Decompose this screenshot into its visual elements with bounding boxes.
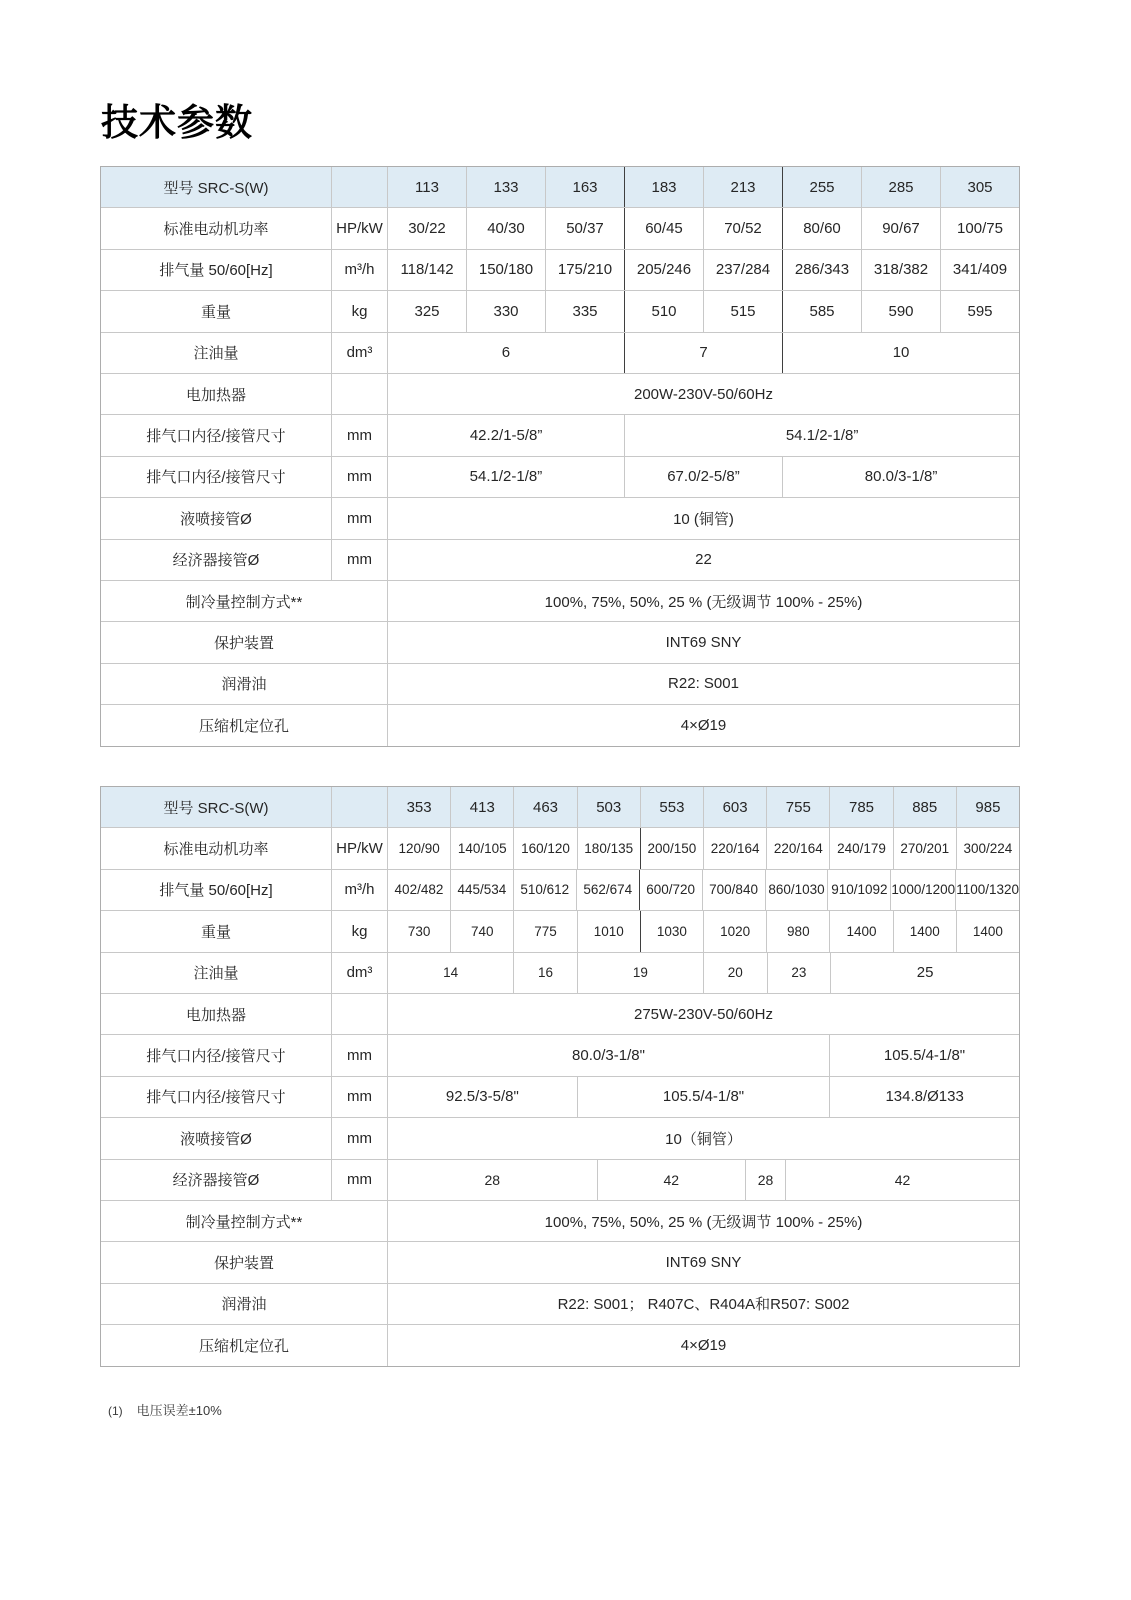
value-cell: 775 bbox=[514, 911, 577, 951]
row-label: 排气口内径/接管尺寸 bbox=[101, 415, 332, 455]
row-label: 经济器接管Ø bbox=[101, 540, 332, 580]
value-cell: 92.5/3-5/8" bbox=[388, 1077, 578, 1117]
model-header: 183 bbox=[625, 167, 704, 207]
value-cell: 1030 bbox=[641, 911, 704, 951]
value-cell: 50/37 bbox=[546, 208, 625, 248]
table-row bbox=[101, 664, 1019, 705]
row-label: 电加热器 bbox=[101, 994, 332, 1034]
row-unit: mm bbox=[332, 457, 388, 497]
value-cell: R22: S001； R407C、R404A和R507: S002 bbox=[557, 1296, 850, 1314]
table-row bbox=[101, 1118, 1019, 1159]
header-row bbox=[101, 787, 1019, 828]
row-unit: mm bbox=[332, 498, 388, 538]
row-label: 标准电动机功率 bbox=[101, 208, 332, 248]
table-row bbox=[101, 828, 1019, 869]
value-cell: 335 bbox=[546, 291, 625, 331]
value-cell: 237/284 bbox=[704, 250, 783, 290]
value-cell: 60/45 bbox=[625, 208, 704, 248]
row-label: 压缩机定位孔 bbox=[101, 705, 388, 746]
row-unit: m³/h bbox=[332, 870, 388, 910]
value-cell: 6 bbox=[388, 333, 625, 373]
value-cell: INT69 SNY bbox=[665, 1253, 742, 1271]
value-cell: 10 (铜管) bbox=[673, 510, 734, 528]
model-header: 603 bbox=[704, 787, 767, 827]
value-cell: 270/201 bbox=[894, 828, 957, 868]
value-cell: 330 bbox=[467, 291, 546, 331]
row-label: 润滑油 bbox=[101, 664, 388, 704]
model-header: 463 bbox=[514, 787, 577, 827]
footnote-marker: (1) bbox=[108, 1404, 123, 1418]
table-row bbox=[101, 953, 1019, 994]
value-cell: 42.2/1-5/8” bbox=[388, 415, 625, 455]
table-row bbox=[101, 1077, 1019, 1118]
header-unit-cell bbox=[332, 167, 388, 207]
row-label: 排气口内径/接管尺寸 bbox=[101, 457, 332, 497]
value-cell: 1010 bbox=[578, 911, 641, 951]
value-cell: 1400 bbox=[972, 923, 1003, 939]
footnote-text: 电压误差±10% bbox=[136, 1403, 222, 1418]
model-header: 413 bbox=[451, 787, 514, 827]
row-unit: mm bbox=[332, 540, 388, 580]
table-row bbox=[101, 498, 1019, 539]
value-cell: 42 bbox=[598, 1160, 747, 1200]
value-cell: 25 bbox=[916, 964, 934, 982]
row-label: 保护装置 bbox=[101, 1242, 388, 1282]
value-cell: R22: S001 bbox=[668, 675, 739, 693]
value-cell: 220/164 bbox=[767, 828, 830, 868]
table-row bbox=[101, 870, 1019, 911]
table-row bbox=[101, 540, 1019, 581]
row-unit: HP/kW bbox=[332, 828, 388, 868]
row-unit: m³/h bbox=[332, 250, 388, 290]
value-cell: 740 bbox=[451, 911, 514, 951]
row-unit bbox=[332, 374, 388, 414]
value-cell: 180/135 bbox=[578, 828, 641, 868]
model-header: 503 bbox=[578, 787, 641, 827]
value-cell: 325 bbox=[388, 291, 467, 331]
value-cell: 1000/1200 bbox=[891, 870, 956, 910]
value-cell: 54.1/2-1/8” bbox=[785, 427, 859, 445]
row-label: 保护装置 bbox=[101, 622, 388, 662]
table-row bbox=[101, 1325, 1019, 1366]
row-unit: mm bbox=[332, 1035, 388, 1075]
row-unit: mm bbox=[332, 1077, 388, 1117]
value-cell: 90/67 bbox=[862, 208, 941, 248]
table-row bbox=[101, 333, 1019, 374]
value-cell: 286/343 bbox=[783, 250, 862, 290]
value-cell: 445/534 bbox=[451, 870, 514, 910]
table-row bbox=[101, 250, 1019, 291]
value-cell: 300/224 bbox=[963, 841, 1013, 857]
value-cell: 4×Ø19 bbox=[680, 717, 727, 735]
value-cell: 1020 bbox=[704, 911, 767, 951]
value-cell: 4×Ø19 bbox=[680, 1337, 727, 1355]
value-cell: 28 bbox=[388, 1160, 598, 1200]
value-cell: 40/30 bbox=[467, 208, 546, 248]
row-unit: dm³ bbox=[332, 333, 388, 373]
value-cell: 23 bbox=[768, 953, 832, 993]
row-label: 制冷量控制方式** bbox=[101, 1201, 388, 1241]
spec-table-2 bbox=[100, 786, 1020, 1367]
model-header: 785 bbox=[830, 787, 893, 827]
value-cell: 150/180 bbox=[467, 250, 546, 290]
value-cell: 100/75 bbox=[957, 220, 1003, 238]
value-cell: 402/482 bbox=[388, 870, 451, 910]
row-label: 压缩机定位孔 bbox=[101, 1325, 388, 1366]
header-row bbox=[101, 167, 1019, 208]
value-cell: 205/246 bbox=[625, 250, 704, 290]
header-unit-cell bbox=[332, 787, 388, 827]
row-unit: mm bbox=[332, 1118, 388, 1158]
table-row bbox=[101, 457, 1019, 498]
value-cell: 515 bbox=[704, 291, 783, 331]
value-cell: 22 bbox=[695, 551, 712, 569]
table-row bbox=[101, 415, 1019, 456]
table-row bbox=[101, 1160, 1019, 1201]
value-cell: 980 bbox=[767, 911, 830, 951]
table-row bbox=[101, 994, 1019, 1035]
value-cell: 118/142 bbox=[388, 250, 467, 290]
value-cell: 120/90 bbox=[388, 828, 451, 868]
row-label: 标准电动机功率 bbox=[101, 828, 332, 868]
table-row bbox=[101, 208, 1019, 249]
model-header: 255 bbox=[783, 167, 862, 207]
row-label: 排气口内径/接管尺寸 bbox=[101, 1035, 332, 1075]
value-cell: 80.0/3-1/8” bbox=[864, 468, 938, 486]
row-unit: kg bbox=[332, 291, 388, 331]
model-header: 163 bbox=[546, 167, 625, 207]
value-cell: 562/674 bbox=[577, 870, 640, 910]
model-header: 285 bbox=[862, 167, 941, 207]
value-cell: 860/1030 bbox=[766, 870, 829, 910]
row-label: 液喷接管Ø bbox=[101, 1118, 332, 1158]
row-unit: dm³ bbox=[332, 953, 388, 993]
table-row bbox=[101, 291, 1019, 332]
footnote bbox=[108, 1400, 222, 1419]
value-cell: 67.0/2-5/8” bbox=[625, 457, 783, 497]
value-cell: 100%, 75%, 50%, 25 % (无级调节 100% - 25%) bbox=[544, 1213, 863, 1231]
model-header: 133 bbox=[467, 167, 546, 207]
value-cell: 910/1092 bbox=[828, 870, 891, 910]
value-cell: 220/164 bbox=[704, 828, 767, 868]
value-cell: 28 bbox=[746, 1160, 786, 1200]
value-cell: 240/179 bbox=[830, 828, 893, 868]
value-cell: 70/52 bbox=[704, 208, 783, 248]
header-model-label: 型号 SRC-S(W) bbox=[101, 167, 332, 207]
model-header: 213 bbox=[704, 167, 783, 207]
row-label: 经济器接管Ø bbox=[101, 1160, 332, 1200]
value-cell: 80/60 bbox=[783, 208, 862, 248]
row-label: 电加热器 bbox=[101, 374, 332, 414]
row-label: 排气口内径/接管尺寸 bbox=[101, 1077, 332, 1117]
value-cell: 7 bbox=[625, 333, 783, 373]
value-cell: INT69 SNY bbox=[665, 633, 742, 651]
row-label: 润滑油 bbox=[101, 1284, 388, 1324]
header-model-label: 型号 SRC-S(W) bbox=[101, 787, 332, 827]
model-header: 553 bbox=[641, 787, 704, 827]
spec-table-1 bbox=[100, 166, 1020, 747]
row-label: 注油量 bbox=[101, 333, 332, 373]
value-cell: 160/120 bbox=[514, 828, 577, 868]
value-cell: 54.1/2-1/8” bbox=[388, 457, 625, 497]
value-cell: 16 bbox=[514, 953, 578, 993]
value-cell: 700/840 bbox=[703, 870, 766, 910]
model-header: 985 bbox=[957, 787, 1019, 827]
table-row bbox=[101, 1242, 1019, 1283]
row-unit: mm bbox=[332, 1160, 388, 1200]
model-header: 305 bbox=[941, 167, 1019, 207]
row-unit: HP/kW bbox=[332, 208, 388, 248]
value-cell: 30/22 bbox=[388, 208, 467, 248]
value-cell: 20 bbox=[704, 953, 768, 993]
table-row bbox=[101, 911, 1019, 952]
value-cell: 10 bbox=[892, 344, 910, 362]
row-label: 重量 bbox=[101, 911, 332, 951]
value-cell: 510/612 bbox=[514, 870, 577, 910]
row-unit: kg bbox=[332, 911, 388, 951]
model-header: 885 bbox=[894, 787, 957, 827]
model-header: 353 bbox=[388, 787, 451, 827]
row-unit: mm bbox=[332, 415, 388, 455]
table-row bbox=[101, 1201, 1019, 1242]
value-cell: 730 bbox=[388, 911, 451, 951]
row-label: 液喷接管Ø bbox=[101, 498, 332, 538]
row-label: 排气量 50/60[Hz] bbox=[101, 250, 332, 290]
value-cell: 134.8/Ø133 bbox=[885, 1088, 964, 1106]
value-cell: 600/720 bbox=[640, 870, 703, 910]
value-cell: 14 bbox=[388, 953, 514, 993]
value-cell: 19 bbox=[578, 953, 704, 993]
value-cell: 105.5/4-1/8" bbox=[578, 1077, 831, 1117]
table-row bbox=[101, 1284, 1019, 1325]
table-row bbox=[101, 705, 1019, 746]
table-row bbox=[101, 1035, 1019, 1076]
value-cell: 10（铜管） bbox=[665, 1130, 742, 1148]
model-header: 755 bbox=[767, 787, 830, 827]
value-cell: 595 bbox=[967, 302, 993, 320]
value-cell: 42 bbox=[894, 1171, 911, 1188]
value-cell: 105.5/4-1/8" bbox=[883, 1047, 966, 1065]
value-cell: 200/150 bbox=[641, 828, 704, 868]
value-cell: 100%, 75%, 50%, 25 % (无级调节 100% - 25%) bbox=[544, 593, 863, 611]
row-label: 注油量 bbox=[101, 953, 332, 993]
value-cell: 80.0/3-1/8" bbox=[388, 1035, 830, 1075]
value-cell: 200W-230V-50/60Hz bbox=[634, 385, 773, 403]
table-row bbox=[101, 374, 1019, 415]
value-cell: 590 bbox=[862, 291, 941, 331]
row-label: 排气量 50/60[Hz] bbox=[101, 870, 332, 910]
table-row bbox=[101, 622, 1019, 663]
value-cell: 585 bbox=[783, 291, 862, 331]
table-row bbox=[101, 581, 1019, 622]
row-unit bbox=[332, 994, 388, 1034]
value-cell: 175/210 bbox=[546, 250, 625, 290]
model-header: 113 bbox=[388, 167, 467, 207]
page-title: 技术参数 bbox=[101, 102, 253, 143]
value-cell: 1400 bbox=[830, 911, 893, 951]
value-cell: 1100/1320 bbox=[956, 882, 1020, 898]
value-cell: 318/382 bbox=[862, 250, 941, 290]
value-cell: 275W-230V-50/60Hz bbox=[634, 1005, 773, 1023]
value-cell: 510 bbox=[625, 291, 704, 331]
value-cell: 1400 bbox=[894, 911, 957, 951]
value-cell: 341/409 bbox=[952, 261, 1008, 279]
row-label: 制冷量控制方式** bbox=[101, 581, 388, 621]
value-cell: 140/105 bbox=[451, 828, 514, 868]
row-label: 重量 bbox=[101, 291, 332, 331]
